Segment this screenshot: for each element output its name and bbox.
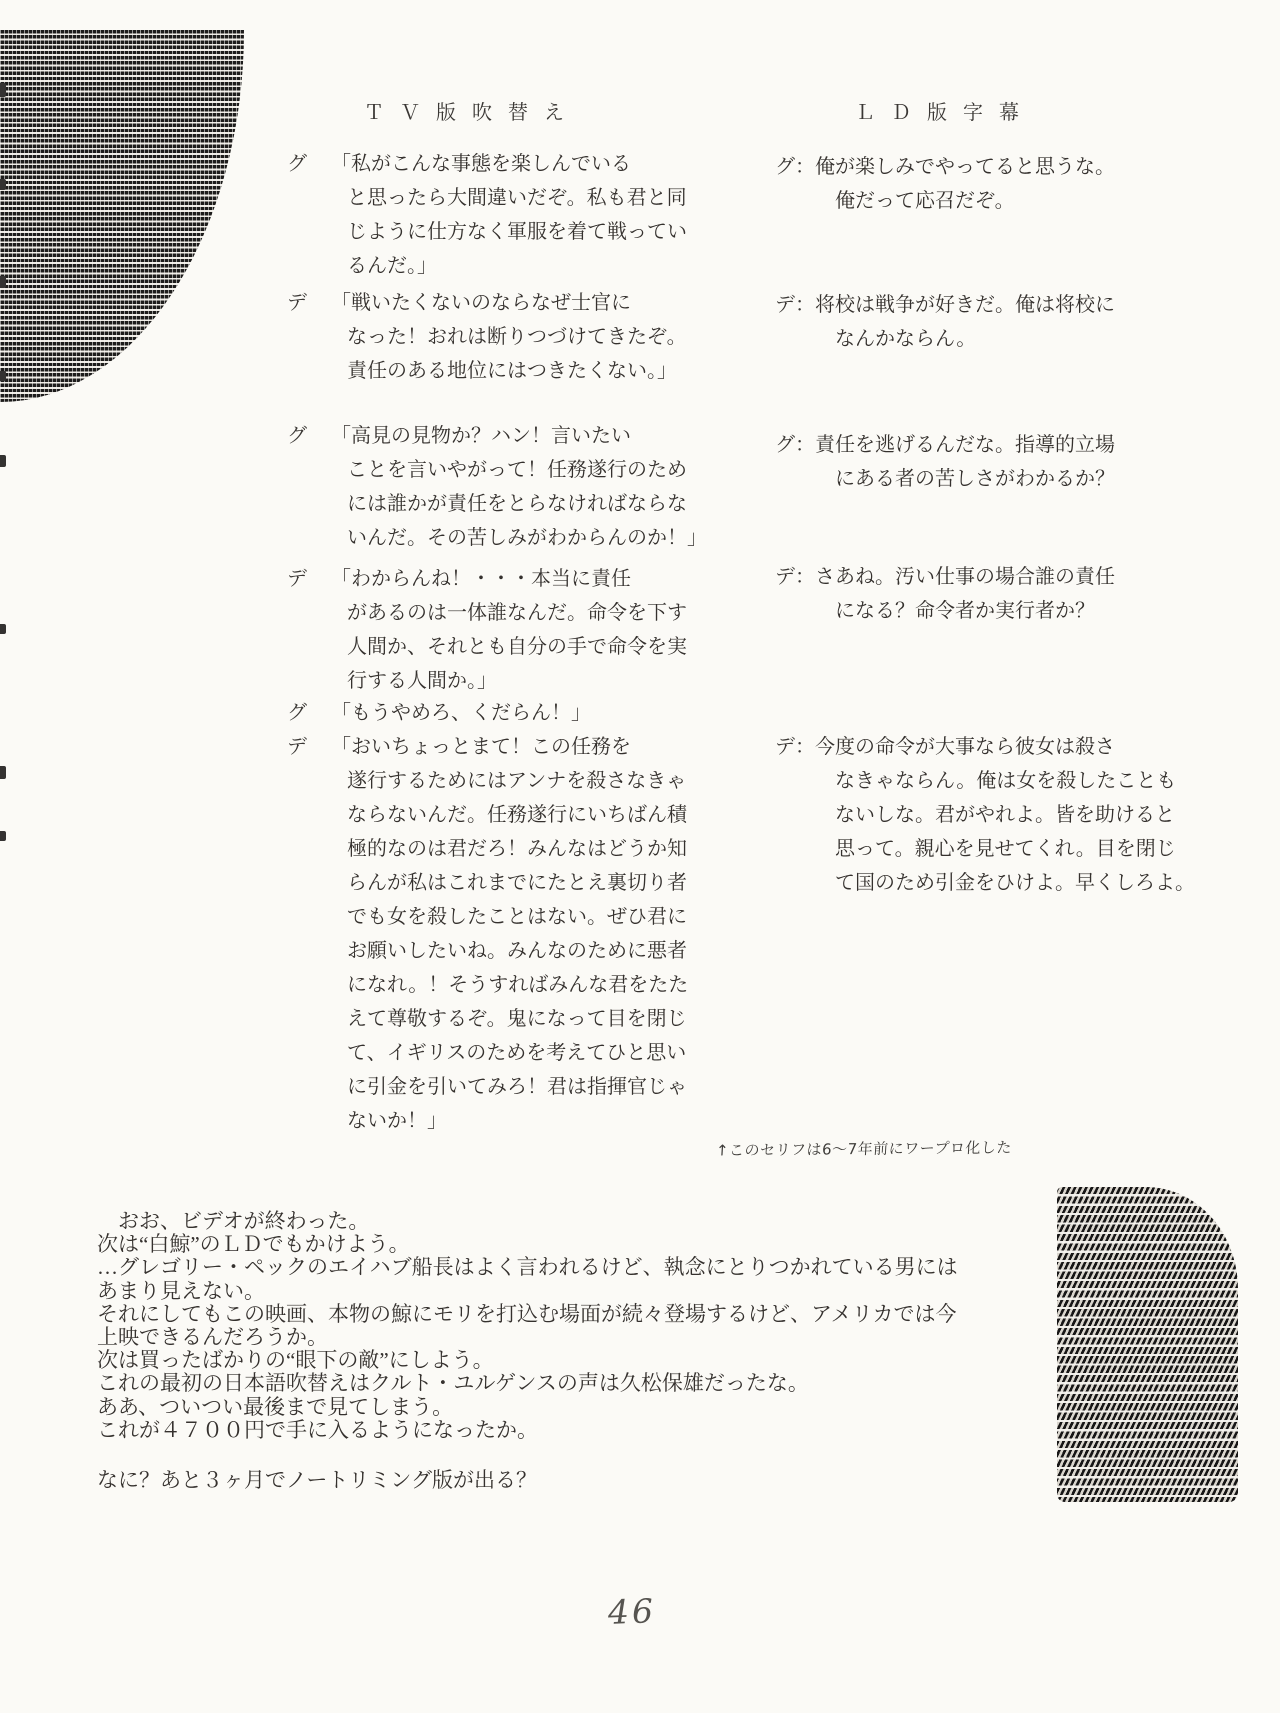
speaker-label: グ bbox=[287, 425, 307, 447]
dialogue-text bbox=[331, 286, 717, 388]
scan-artifact-mark bbox=[0, 83, 6, 97]
dialogue-line: 俺だって応召だぞ。 bbox=[835, 190, 1015, 212]
dialogue-line: 責任のある地位にはつきたくない。」 bbox=[347, 360, 677, 382]
dialogue-block bbox=[287, 147, 717, 283]
dialogue-line: にある者の苦しさがわかるか？ bbox=[835, 468, 1115, 490]
commentary-line: 上映できるんだろうか。 bbox=[97, 1325, 328, 1350]
dialogue-line: 「高見の見物か？ハン！言いたい bbox=[331, 425, 631, 447]
dialogue-line: なきゃならん。俺は女を殺したことも bbox=[835, 770, 1177, 792]
scan-artifact-mark bbox=[0, 455, 6, 467]
commentary-line: ああ、ついつい最後まで見てしまう。 bbox=[97, 1394, 454, 1419]
dialogue-line: なんかならん。 bbox=[835, 328, 977, 350]
dialogue-line: があるのは一体誰なんだ。命令を下す bbox=[347, 602, 687, 624]
commentary-line: 次は買ったばかりの“眼下の敵”にしよう。 bbox=[97, 1348, 494, 1373]
commentary-line: それにしてもこの映画、本物の鯨にモリを打込む場面が続々登場するけど、アメリカでは今 bbox=[97, 1301, 957, 1326]
dialogue-line: 「私がこんな事態を楽しんでいる bbox=[331, 153, 631, 175]
commentary-line: これの最初の日本語吹替えはクルト・ユルゲンスの声は久松保雄だったな。 bbox=[97, 1371, 809, 1396]
dialogue-line: 将校は戦争が好きだ。俺は将校に bbox=[815, 294, 1115, 316]
dialogue-block bbox=[775, 560, 1215, 628]
dialogue-block bbox=[287, 730, 717, 1138]
dialogue-line: と思ったら大間違いだぞ。私も君と同 bbox=[347, 187, 687, 209]
dialogue-text bbox=[331, 730, 717, 1138]
halftone-decoration-top-left bbox=[0, 30, 244, 402]
dialogue-line: 「おいちょっとまて！この任務を bbox=[331, 736, 631, 758]
handwritten-annotation: ↑このセリフは6～7年前にワープロ化した bbox=[715, 1138, 1013, 1160]
dialogue-line: るんだ。」 bbox=[347, 255, 437, 277]
dialogue-block bbox=[775, 150, 1215, 218]
column-header-tv-dub: ＴＶ版吹替え bbox=[364, 102, 580, 124]
dialogue-line: お願いしたいね。みんなのために悪者 bbox=[347, 940, 687, 962]
dialogue-line: て、イギリスのためを考えてひと思い bbox=[347, 1042, 687, 1064]
halftone-decoration-bottom-right bbox=[1057, 1187, 1238, 1502]
dialogue-text bbox=[815, 730, 1215, 900]
dialogue-line: ならないんだ。任務遂行にいちばん積 bbox=[347, 804, 687, 826]
speaker-label: デ bbox=[287, 292, 307, 314]
dialogue-text bbox=[331, 696, 717, 730]
scan-artifact-mark bbox=[0, 179, 6, 190]
commentary-line: これが４７００円で手に入るようになったか。 bbox=[97, 1417, 538, 1442]
dialogue-line: 「わからんね！・・・本当に責任 bbox=[331, 568, 631, 590]
dialogue-line: に引金を引いてみろ！君は指揮官じゃ bbox=[347, 1076, 687, 1098]
commentary-line: あまり見えない。 bbox=[97, 1278, 265, 1303]
dialogue-line: ないしな。君がやれよ。皆を助けると bbox=[835, 804, 1175, 826]
dialogue-line: には誰かが責任をとらなければならな bbox=[347, 493, 687, 515]
dialogue-line: 遂行するためにはアンナを殺さなきゃ bbox=[347, 770, 687, 792]
scan-artifact-mark bbox=[0, 766, 6, 779]
dialogue-text bbox=[815, 150, 1215, 218]
speaker-label: グ： bbox=[775, 156, 815, 178]
dialogue-line: さあね。汚い仕事の場合誰の責任 bbox=[815, 566, 1115, 588]
dialogue-text bbox=[331, 419, 717, 555]
dialogue-block bbox=[775, 288, 1215, 356]
dialogue-text bbox=[815, 560, 1215, 628]
speaker-label: デ： bbox=[775, 736, 815, 758]
dialogue-line: なった！おれは断りつづけてきたぞ。 bbox=[347, 326, 687, 348]
scan-artifact-mark bbox=[0, 831, 6, 841]
scan-artifact-mark bbox=[0, 276, 6, 288]
column-header-ld-subtitle: ＬＤ版字幕 bbox=[855, 102, 1035, 124]
speaker-label: グ： bbox=[775, 434, 815, 456]
dialogue-block bbox=[287, 562, 717, 698]
speaker-label: デ bbox=[287, 568, 307, 590]
dialogue-line: 「もうやめろ、くだらん！」 bbox=[331, 702, 591, 724]
dialogue-line: 行する人間か。」 bbox=[347, 670, 497, 692]
dialogue-line: になる？命令者か実行者か？ bbox=[835, 600, 1095, 622]
speaker-label: デ： bbox=[775, 294, 815, 316]
dialogue-line: 思って。親心を見せてくれ。目を閉じ bbox=[835, 838, 1176, 860]
commentary-paragraph bbox=[97, 1210, 997, 1492]
speaker-label: デ bbox=[287, 736, 307, 758]
page-number: 46 bbox=[607, 1591, 657, 1632]
dialogue-line: 責任を逃げるんだな。指導的立場 bbox=[815, 434, 1115, 456]
scan-artifact-mark bbox=[0, 624, 6, 634]
commentary-line: おお、ビデオが終わった。 bbox=[97, 1209, 370, 1233]
dialogue-line: でも女を殺したことはない。ぜひ君に bbox=[347, 906, 687, 928]
dialogue-line: 極的なのは君だろ！みんなはどうか知 bbox=[347, 838, 687, 860]
dialogue-text bbox=[815, 288, 1215, 356]
dialogue-line: て国のため引金をひけよ。早くしろよ。 bbox=[835, 872, 1195, 894]
dialogue-text bbox=[331, 562, 717, 698]
commentary-line: 次は“白鯨”のＬＤでもかけよう。 bbox=[97, 1232, 410, 1257]
dialogue-line: 今度の命令が大事なら彼女は殺さ bbox=[815, 736, 1115, 758]
dialogue-line: じように仕方なく軍服を着て戦ってい bbox=[347, 221, 687, 243]
speaker-label: グ bbox=[287, 702, 307, 724]
dialogue-block bbox=[287, 696, 717, 730]
scan-artifact-mark bbox=[0, 371, 6, 381]
dialogue-line: 人間か、それとも自分の手で命令を実 bbox=[347, 636, 687, 658]
dialogue-block bbox=[775, 428, 1215, 496]
dialogue-block bbox=[287, 286, 717, 388]
dialogue-line: ないか！」 bbox=[347, 1110, 447, 1132]
speaker-label: グ bbox=[287, 153, 307, 175]
dialogue-line: らんが私はこれまでにたとえ裏切り者 bbox=[347, 872, 687, 894]
dialogue-block bbox=[775, 730, 1215, 900]
dialogue-line: えて尊敬するぞ。鬼になって目を閉じ bbox=[347, 1008, 687, 1030]
dialogue-line: 「戦いたくないのならなぜ士官に bbox=[331, 292, 631, 314]
dialogue-line: になれ。！そうすればみんな君をたた bbox=[347, 974, 689, 996]
commentary-line: なに？あと３ヶ月でノートリミング版が出る？ bbox=[97, 1468, 537, 1493]
speaker-label: デ： bbox=[775, 566, 815, 588]
dialogue-line: ことを言いやがって！任務遂行のため bbox=[347, 459, 687, 481]
dialogue-block bbox=[287, 419, 717, 555]
dialogue-line: 俺が楽しみでやってると思うな。 bbox=[815, 156, 1115, 178]
commentary-line: …グレゴリー・ペックのエイハブ船長はよく言われるけど、執念にとりつかれている男には bbox=[97, 1255, 958, 1280]
dialogue-text bbox=[815, 428, 1215, 496]
dialogue-line: いんだ。その苦しみがわからんのか！」 bbox=[347, 527, 707, 549]
dialogue-text bbox=[331, 147, 717, 283]
